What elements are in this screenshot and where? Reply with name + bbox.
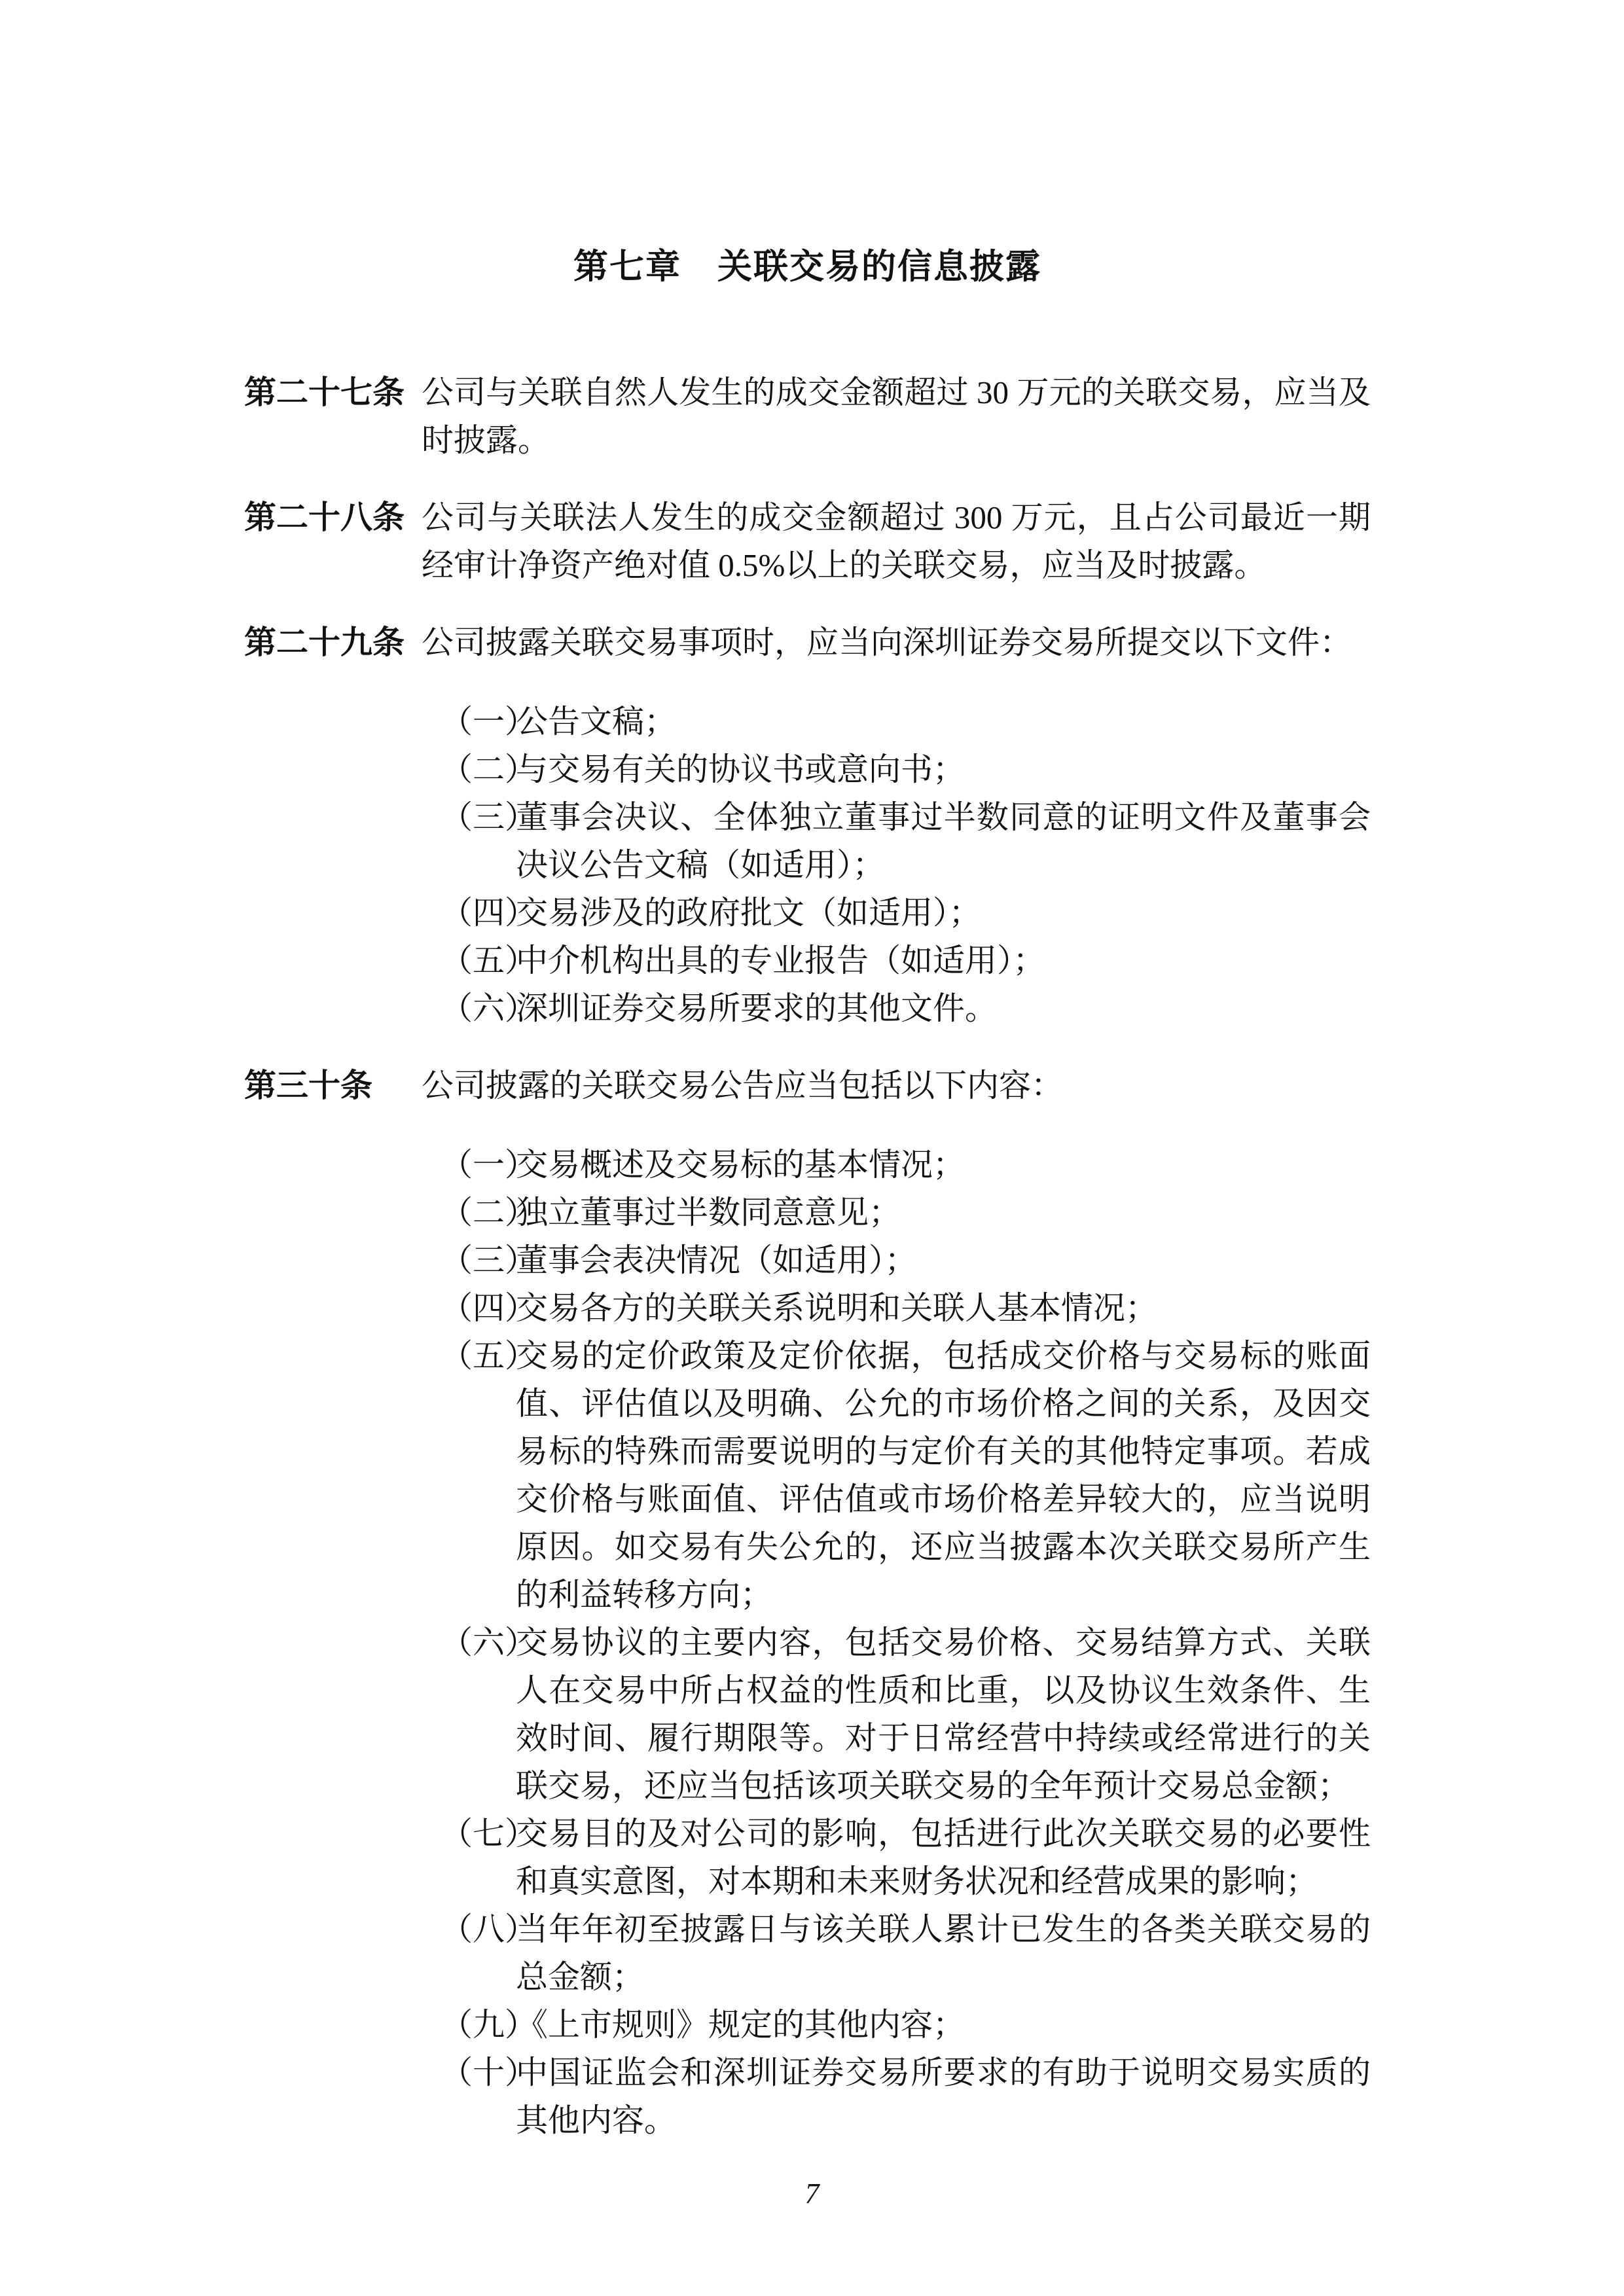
item-number: （一） (441, 704, 537, 740)
item-number: （四） (441, 1290, 537, 1326)
list-item (441, 1141, 1371, 1189)
list-item (441, 984, 1371, 1032)
item-text: 公告文稿； (516, 704, 677, 740)
item-text: 交易各方的关联关系说明和关联人基本情况； (516, 1290, 1158, 1326)
item-text: 交易概述及交易标的基本情况； (516, 1147, 965, 1183)
item-text: 深圳证券交易所要求的其他文件。 (516, 990, 998, 1026)
list-item (441, 745, 1371, 793)
item-number: （一） (441, 1147, 537, 1183)
list-item (441, 1284, 1371, 1332)
list-item (441, 937, 1371, 984)
list-item (441, 793, 1371, 889)
item-text: 中介机构出具的专业报告（如适用）； (516, 942, 1045, 978)
list-item (441, 1236, 1371, 1284)
item-text: 董事会表决情况（如适用）； (516, 1242, 917, 1278)
item-number: （三） (441, 1242, 537, 1278)
article-30-label: 第三十条 (244, 1067, 373, 1103)
article-30-text: 公司披露的关联交易公告应当包括以下内容： (422, 1067, 1064, 1103)
item-text: 交易的定价政策及定价依据，包括成交价格与交易标的账面值、评估值以及明确、公允的市场价格之间的关系，及因交易标的特殊而需要说明的与定价有关的其他特定事项。若成交价格与账面值、评估值或市场价格差异较大的，应当说明原因。如交易有失公允的，还应当披露本次关联交易所产生的利益转移方向； (516, 1338, 1371, 1613)
item-number: （四） (441, 895, 537, 931)
article-29-label: 第二十九条 (244, 624, 405, 660)
item-text: 与交易有关的协议书或意向书； (516, 751, 965, 787)
article-29 (244, 619, 1371, 666)
article-28-text: 公司与关联法人发生的成交金额超过 300 万元，且占公司最近一期经审计净资产绝对值 0.5%以上的关联交易，应当及时披露。 (422, 499, 1371, 583)
item-number: （八） (441, 1911, 537, 1947)
list-item (441, 1619, 1371, 1810)
article-29-text: 公司披露关联交易事项时，应当向深圳证券交易所提交以下文件： (422, 624, 1352, 660)
article-28 (244, 493, 1371, 589)
article-30-items (441, 1141, 1371, 2144)
list-item (441, 889, 1371, 937)
item-text: 交易涉及的政府批文（如适用）； (516, 895, 981, 931)
list-item (441, 1905, 1371, 2001)
item-number: （五） (441, 1338, 537, 1374)
chapter-title: 第七章 关联交易的信息披露 (573, 248, 1041, 286)
item-text: 当年年初至披露日与该关联人累计已发生的各类关联交易的总金额； (516, 1911, 1371, 1995)
item-number: （十） (441, 2054, 537, 2090)
item-number: （六） (441, 990, 537, 1026)
article-30 (244, 1062, 1371, 1109)
list-item (441, 1189, 1371, 1236)
item-text: 中国证监会和深圳证券交易所要求的有助于说明交易实质的其他内容。 (516, 2054, 1371, 2138)
item-number: （五） (441, 942, 537, 978)
item-number: （六） (441, 1624, 537, 1660)
document-content (244, 243, 1371, 2144)
item-number: （三） (441, 799, 537, 835)
item-number: （二） (441, 1194, 537, 1230)
item-number: （七） (441, 1816, 537, 1852)
list-item (441, 698, 1371, 745)
item-text: 独立董事过半数同意意见； (516, 1194, 901, 1230)
list-item (441, 2049, 1371, 2144)
article-27-label: 第二十七条 (244, 374, 405, 410)
item-text: 交易协议的主要内容，包括交易价格、交易结算方式、关联人在交易中所占权益的性质和比重，以及协议生效条件、生效时间、履行期限等。对于日常经营中持续或经常进行的关联交易，还应当包括该项关联交易的全年预计交易总金额； (516, 1624, 1371, 1804)
item-number: （二） (441, 751, 537, 787)
article-29-items (441, 698, 1371, 1032)
list-item (441, 1810, 1371, 1905)
item-text: 《上市规则》规定的其他内容； (516, 2007, 965, 2043)
article-28-label: 第二十八条 (244, 499, 405, 535)
item-text: 交易目的及对公司的影响，包括进行此次关联交易的必要性和真实意图，对本期和未来财务状况和经营成果的影响； (516, 1816, 1371, 1899)
list-item (441, 1332, 1371, 1619)
item-number: （九） (441, 2007, 537, 2043)
page-number: 7 (804, 2178, 820, 2210)
item-text: 董事会决议、全体独立董事过半数同意的证明文件及董事会决议公告文稿（如适用）； (516, 799, 1371, 883)
article-27-text: 公司与关联自然人发生的成交金额超过 30 万元的关联交易，应当及时披露。 (422, 374, 1371, 458)
list-item (441, 2001, 1371, 2049)
article-27 (244, 368, 1371, 464)
